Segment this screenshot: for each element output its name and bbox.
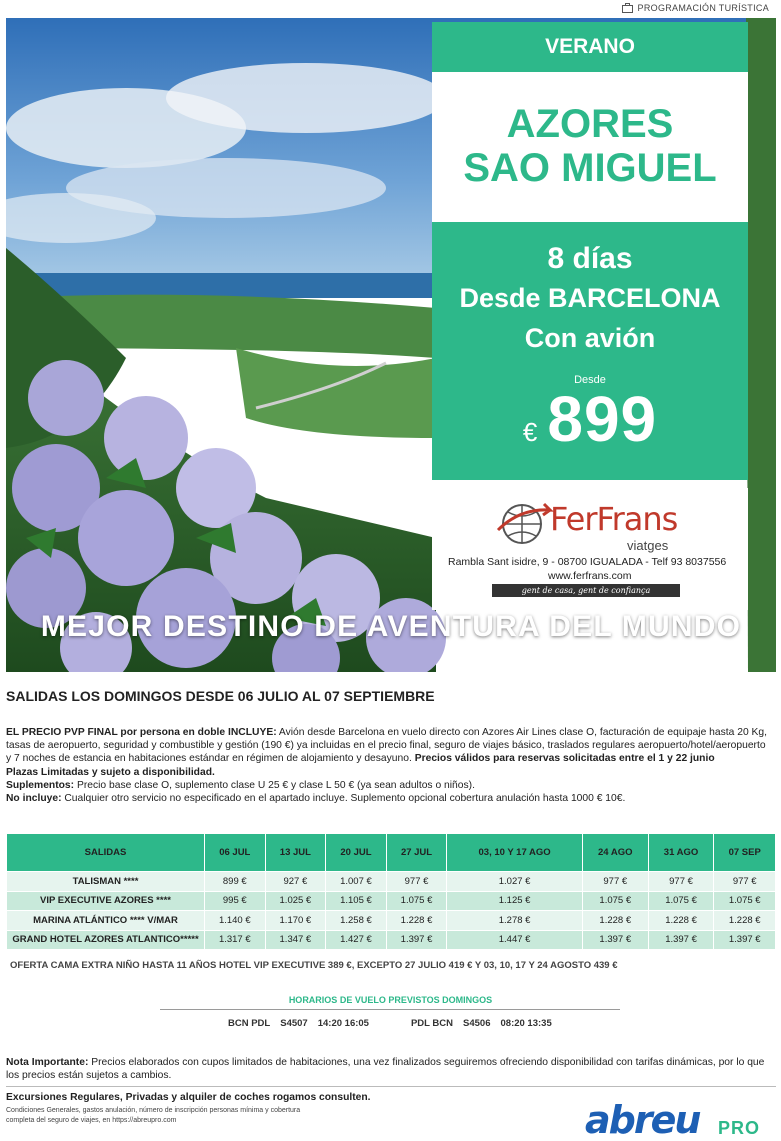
price-cell: 1.105 € [326, 891, 387, 911]
price-cell: 1.347 € [265, 930, 326, 950]
price-block [432, 382, 748, 456]
hotel-name: MARINA ATLÁNTICO **** V/MAR [7, 911, 205, 931]
price-cell: 1.397 € [386, 930, 447, 950]
price-label: Desde [574, 374, 606, 386]
price-cell: 1.007 € [326, 872, 387, 892]
price-cell: 1.278 € [447, 911, 583, 931]
price-cell: 1.140 € [205, 911, 266, 931]
price-cell: 1.258 € [326, 911, 387, 931]
price-currency: € [522, 417, 538, 447]
price-cell: 1.228 € [582, 911, 648, 931]
price-cell: 1.075 € [648, 891, 714, 911]
agency-slogan: gent de casa, gent de confiança [492, 584, 680, 597]
suitcase-icon [622, 3, 633, 13]
return-times: 08:20 13:35 [500, 1018, 552, 1029]
divider [6, 1086, 776, 1087]
note-label: Nota Importante: [6, 1057, 89, 1068]
price-cell: 1.228 € [648, 911, 714, 931]
flight-schedule [228, 1018, 552, 1029]
hotel-name: TALISMAN **** [7, 872, 205, 892]
price-cell: 977 € [386, 872, 447, 892]
child-offer-note: OFERTA CAMA EXTRA NIÑO HASTA 11 AÑOS HOTEL VIP EXECUTIVE 389 €, EXCEPTO 27 JULIO 419 € Y 03, 10, 17 Y 24 AGOSTO 439 € [10, 960, 618, 971]
important-note [6, 1056, 772, 1082]
table-row [7, 872, 776, 892]
divider [160, 1009, 620, 1010]
table-header: 24 AGO [582, 834, 648, 872]
note-text: Precios elaborados con cupos limitados de habitaciones, una vez finalizados seguiremos ofreciendo disponibilidad con tarifas dinámicas, por lo que los precios están sujetos a cambios. [6, 1057, 765, 1081]
flight-schedule-title: HORARIOS DE VUELO PREVISTOS DOMINGOS [288, 995, 493, 1005]
outbound-route: BCN PDL [228, 1018, 271, 1029]
return-route: PDL BCN [410, 1018, 454, 1029]
not-included-label: No incluye: [6, 793, 62, 805]
table-header: SALIDAS [7, 834, 205, 872]
price-cell: 1.075 € [714, 891, 776, 911]
table-header: 13 JUL [265, 834, 326, 872]
price-cell: 1.027 € [447, 872, 583, 892]
agency-subtitle: viatges [627, 538, 669, 553]
table-header: 03, 10 Y 17 AGO [447, 834, 583, 872]
table-header: 06 JUL [205, 834, 266, 872]
price-cell: 977 € [714, 872, 776, 892]
price-cell: 1.228 € [386, 911, 447, 931]
table-header: 07 SEP [714, 834, 776, 872]
program-tag-label: PROGRAMACIÓN TURÍSTICA [637, 3, 769, 13]
trip-duration: 8 días [547, 242, 633, 275]
agency-address: Rambla Sant isidre, 9 - 08700 IGUALADA - Telf 93 8037556 [448, 556, 727, 568]
price-cell: 977 € [582, 872, 648, 892]
includes-text: Avión desde Barcelona en vuelo directo con Azores Air Lines clase O, facturación de equipaje hasta 20 Kg, tasas de aeropuerto, seguridad y combustible y gestión (190 €) ya incluidas en el precio final, seguro de viajes básico, traslados regulares aeropuerto/hotel/aeropuerto y 7 noches de estancia en habitaciones estándar en régimen de alojamiento y desayuno. [6, 727, 767, 765]
table-header: 20 JUL [326, 834, 387, 872]
table-row [7, 911, 776, 931]
table-header: 27 JUL [386, 834, 447, 872]
price-cell: 1.397 € [582, 930, 648, 950]
trip-origin: Desde BARCELONA [459, 283, 721, 313]
price-cell: 1.025 € [265, 891, 326, 911]
terms-block [6, 726, 772, 805]
abreu-pro-suffix: PRO [718, 1118, 761, 1138]
top-bar [0, 0, 781, 18]
table-row [7, 891, 776, 911]
not-included-text: Cualquier otro servicio no especificado en el apartado incluye. Suplemento opcional cobertura anulación hasta 1000 € 10€. [61, 793, 626, 805]
price-cell: 1.228 € [714, 911, 776, 931]
price-table [6, 833, 776, 950]
hotel-name: GRAND HOTEL AZORES ATLANTICO***** [7, 930, 205, 950]
agency-name: FerFrans [550, 500, 678, 538]
price-cell: 1.317 € [205, 930, 266, 950]
price-cell: 1.170 € [265, 911, 326, 931]
conditions-note: Condiciones Generales, gastos anulación, número de inscripción personas mínima y cobertura completa del seguro de viajes, en https://abreupro.com [6, 1107, 301, 1124]
hero-section [6, 18, 776, 672]
price-cell: 1.125 € [447, 891, 583, 911]
price-cell: 927 € [265, 872, 326, 892]
table-header: 31 AGO [648, 834, 714, 872]
outbound-flight: S4507 [280, 1018, 308, 1029]
season-label: VERANO [432, 22, 748, 72]
agency-box [432, 488, 748, 610]
price-cell: 1.075 € [386, 891, 447, 911]
price-cell: 1.397 € [714, 930, 776, 950]
valid-text: Precios válidos para reservas solicitadas entre el 1 y 22 junio [414, 753, 715, 765]
price-cell: 1.427 € [326, 930, 387, 950]
table-header-row [7, 834, 776, 872]
agency-website[interactable]: www.ferfrans.com [548, 570, 632, 582]
hotel-name: VIP EXECUTIVE AZORES **** [7, 891, 205, 911]
trip-info-box [432, 222, 748, 480]
excursions-note: Excursiones Regulares, Privadas y alquiler de coches rogamos consulten. [6, 1092, 371, 1103]
price-cell: 1.075 € [582, 891, 648, 911]
outbound-times: 14:20 16:05 [317, 1018, 369, 1029]
table-row [7, 930, 776, 950]
return-flight: S4506 [463, 1018, 491, 1029]
hero-banner: MEJOR DESTINO DE AVENTURA DEL MUNDO [40, 610, 742, 643]
globe-logo-icon [494, 498, 554, 548]
trip-transport: Con avión [524, 323, 656, 353]
price-cell: 899 € [205, 872, 266, 892]
price-cell: 1.397 € [648, 930, 714, 950]
price-amount: 899 [547, 383, 658, 455]
includes-label: EL PRECIO PVP FINAL por persona en doble INCLUYE: [6, 727, 277, 738]
price-cell: 977 € [648, 872, 714, 892]
destination-line-2: SAO MIGUEL [463, 146, 717, 190]
supplements-label: Suplementos: [6, 779, 75, 791]
limited-text: Plazas Limitadas y sujeto a disponibilidad. [6, 766, 215, 778]
abreu-logo: abreu [585, 1098, 700, 1141]
program-tag [622, 3, 769, 13]
price-cell: 1.447 € [447, 930, 583, 950]
destination-line-1: AZORES [506, 102, 674, 146]
destination-title [432, 72, 748, 222]
departures-headline: SALIDAS LOS DOMINGOS DESDE 06 JULIO AL 07 SEPTIEMBRE [6, 688, 435, 704]
supplements-text: Precio base clase O, suplemento clase U 25 € y clase L 50 € (ya sean adultos o niños). [74, 779, 475, 791]
price-cell: 995 € [205, 891, 266, 911]
